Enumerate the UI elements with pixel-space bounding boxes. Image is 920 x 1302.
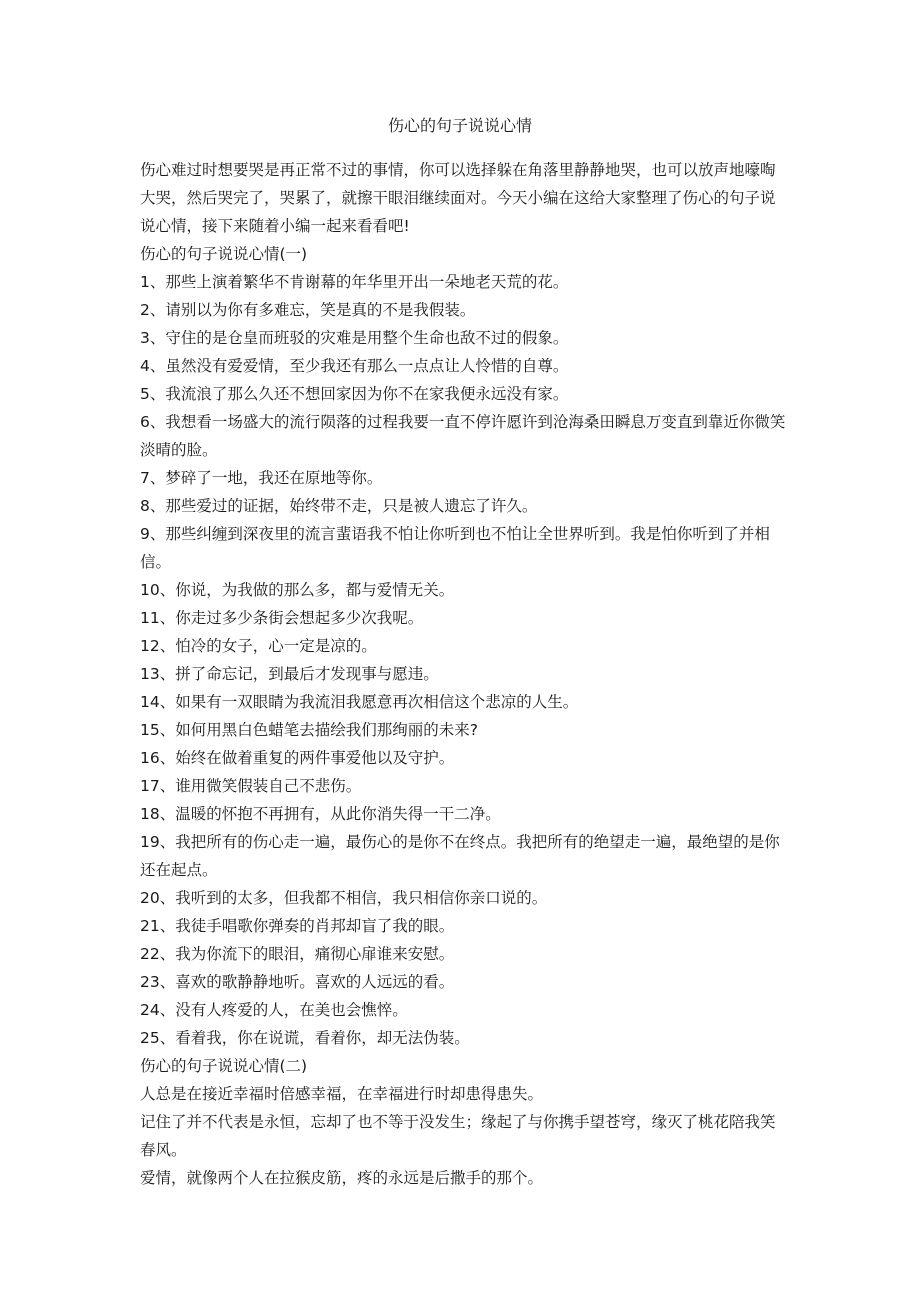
list-item: 10、你说，为我做的那么多，都与爱情无关。 bbox=[140, 581, 455, 599]
list-item: 11、你走过多少条街会想起多少次我呢。 bbox=[140, 609, 424, 627]
list-item: 7、梦碎了一地，我还在原地等你。 bbox=[140, 469, 383, 487]
list-item: 15、如何用黑白色蜡笔去描绘我们那绚丽的未来? bbox=[140, 721, 478, 739]
list-item: 19、我把所有的伤心走一遍，最伤心的是你不在终点。我把所有的绝望走一遍，最绝望的是你还在起点。 bbox=[140, 833, 780, 879]
list-item: 3、守住的是仓皇而班驳的灾难是用整个生命也敌不过的假象。 bbox=[140, 329, 569, 347]
list-item: 9、那些纠缠到深夜里的流言蜚语我不怕让你听到也不怕让全世界听到。我是怕你听到了并相信。 bbox=[140, 525, 770, 571]
list-item: 14、如果有一双眼睛为我流泪我愿意再次相信这个悲凉的人生。 bbox=[140, 693, 579, 711]
intro-paragraph: 伤心难过时想要哭是再正常不过的事情，你可以选择躲在角落里静静地哭，也可以放声地嚎啕大哭，然后哭完了，哭累了，就擦干眼泪继续面对。今天小编在这给大家整理了伤心的句子说说心情，接下来随着小编一起来看看吧! bbox=[140, 161, 776, 235]
paragraph: 爱情，就像两个人在拉猴皮筋，疼的永远是后撒手的那个。 bbox=[140, 1169, 544, 1187]
list-item: 24、没有人疼爱的人，在美也会憔悴。 bbox=[140, 1001, 408, 1019]
list-item: 16、始终在做着重复的两件事爱他以及守护。 bbox=[140, 749, 455, 767]
list-item: 18、温暖的怀抱不再拥有，从此你消失得一干二净。 bbox=[140, 805, 501, 823]
list-item: 12、怕冷的女子，心一定是凉的。 bbox=[140, 637, 377, 655]
list-item: 20、我听到的太多，但我都不相信，我只相信你亲口说的。 bbox=[140, 889, 548, 907]
list-item: 4、虽然没有爱爱情，至少我还有那么一点点让人怜惜的自尊。 bbox=[140, 357, 569, 375]
list-item: 25、看着我，你在说谎，看着你，却无法伪装。 bbox=[140, 1029, 470, 1047]
list-item: 17、谁用微笑假装自己不悲伤。 bbox=[140, 777, 362, 795]
list-item: 1、那些上演着繁华不肯谢幕的年华里开出一朵地老天荒的花。 bbox=[140, 273, 569, 291]
list-item: 8、那些爱过的证据，始终带不走，只是被人遗忘了许久。 bbox=[140, 497, 538, 515]
section-heading-2: 伤心的句子说说心情(二) bbox=[140, 1057, 308, 1075]
paragraph: 记住了并不代表是永恒，忘却了也不等于没发生；缘起了与你携手望苍穹，缘灭了桃花陪我笑春风。 bbox=[140, 1113, 776, 1159]
page-title: 伤心的句子说说心情 bbox=[387, 116, 532, 135]
list-item: 6、我想看一场盛大的流行陨落的过程我要一直不停许愿许到沧海桑田瞬息万变直到靠近你微笑淡晴的脸。 bbox=[140, 413, 786, 459]
list-item: 13、拼了命忘记，到最后才发现事与愿违。 bbox=[140, 665, 439, 683]
list-item: 22、我为你流下的眼泪，痛彻心扉谁来安慰。 bbox=[140, 945, 455, 963]
paragraph: 人总是在接近幸福时倍感幸福，在幸福进行时却患得患失。 bbox=[140, 1085, 544, 1103]
list-item: 2、请别以为你有多难忘，笑是真的不是我假装。 bbox=[140, 301, 476, 319]
list-item: 23、喜欢的歌静静地听。喜欢的人远远的看。 bbox=[140, 973, 455, 991]
article-body bbox=[140, 156, 790, 1192]
section-heading-1: 伤心的句子说说心情(一) bbox=[140, 245, 308, 263]
list-item: 21、我徒手唱歌你弹奏的肖邦却盲了我的眼。 bbox=[140, 917, 455, 935]
list-item: 5、我流浪了那么久还不想回家因为你不在家我便永远没有家。 bbox=[140, 385, 569, 403]
